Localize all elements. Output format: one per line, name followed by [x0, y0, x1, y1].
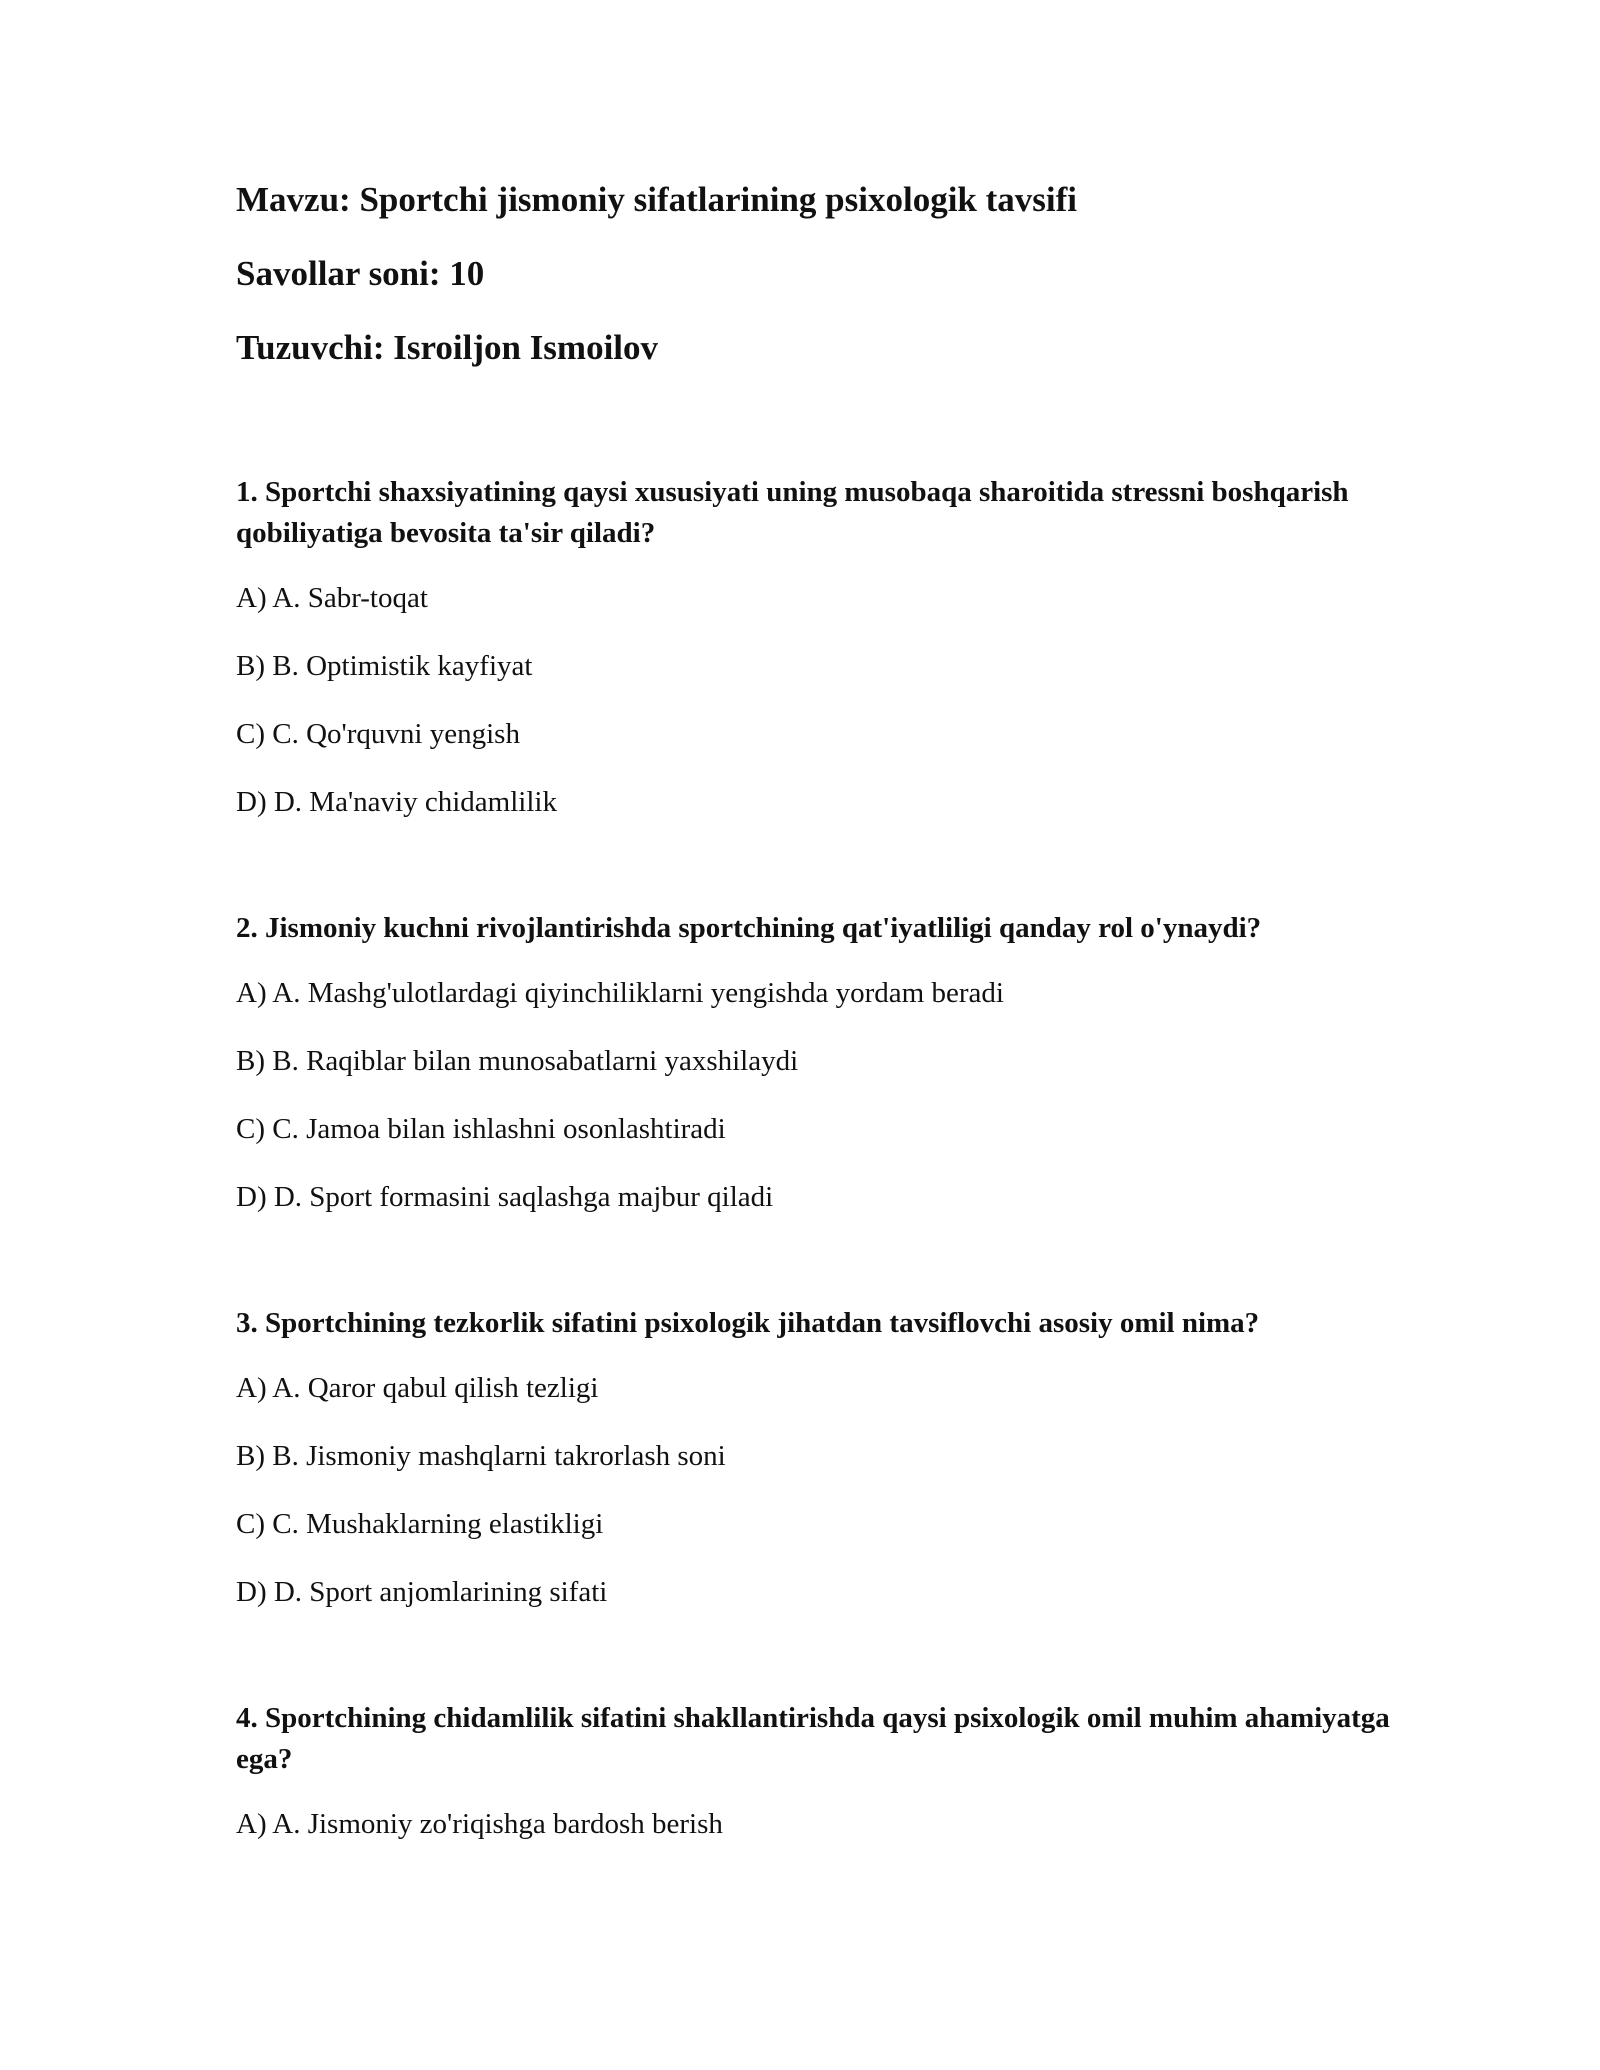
answer-option: D) D. Sport anjomlarining sifati: [236, 1576, 608, 1608]
answer-option: A) A. Jismoniy zo'riqishga bardosh berish: [236, 1808, 723, 1840]
answer-option: A) A. Qaror qabul qilish tezligi: [236, 1372, 599, 1404]
question-block: [236, 472, 1396, 820]
question-list: [236, 472, 1396, 1842]
author-line: Tuzuvchi: Isroiljon Ismoilov: [236, 328, 659, 367]
document-header: [236, 180, 1396, 368]
answer-option: B) B. Jismoniy mashqlarni takrorlash soni: [236, 1440, 726, 1472]
question-text: 3. Sportchining tezkorlik sifatini psixologik jihatdan tavsiflovchi asosiy omil nima?: [236, 1307, 1260, 1339]
question-block: [236, 1303, 1396, 1610]
answer-option: D) D. Sport formasini saqlashga majbur qiladi: [236, 1181, 774, 1213]
question-text: 4. Sportchining chidamlilik sifatini shakllantirishda qaysi psixologik omil muhim ahamiyatga ega?: [236, 1702, 1390, 1775]
document-page: [236, 180, 1396, 1930]
question-text: 1. Sportchi shaxsiyatining qaysi xususiyati uning musobaqa sharoitida stressni boshqarish qobiliyatiga bevosita ta'sir qiladi?: [236, 476, 1349, 549]
question-block: [236, 908, 1396, 1215]
answer-option: B) B. Raqiblar bilan munosabatlarni yaxshilaydi: [236, 1045, 799, 1077]
question-count: Savollar soni: 10: [236, 254, 485, 293]
answer-option: D) D. Ma'naviy chidamlilik: [236, 786, 557, 818]
question-text: 2. Jismoniy kuchni rivojlantirishda sportchining qat'iyatliligi qanday rol o'ynaydi?: [236, 912, 1262, 944]
answer-option: A) A. Sabr-toqat: [236, 582, 428, 614]
answer-option: C) C. Qo'rquvni yengish: [236, 718, 520, 750]
question-block: [236, 1698, 1396, 1842]
answer-option: C) C. Mushaklarning elastikligi: [236, 1508, 604, 1540]
answer-option: A) A. Mashg'ulotlardagi qiyinchiliklarni yengishda yordam beradi: [236, 977, 1004, 1009]
topic-title: Mavzu: Sportchi jismoniy sifatlarining psixologik tavsifi: [236, 180, 1078, 219]
answer-option: C) C. Jamoa bilan ishlashni osonlashtiradi: [236, 1113, 726, 1145]
answer-option: B) B. Optimistik kayfiyat: [236, 650, 533, 682]
